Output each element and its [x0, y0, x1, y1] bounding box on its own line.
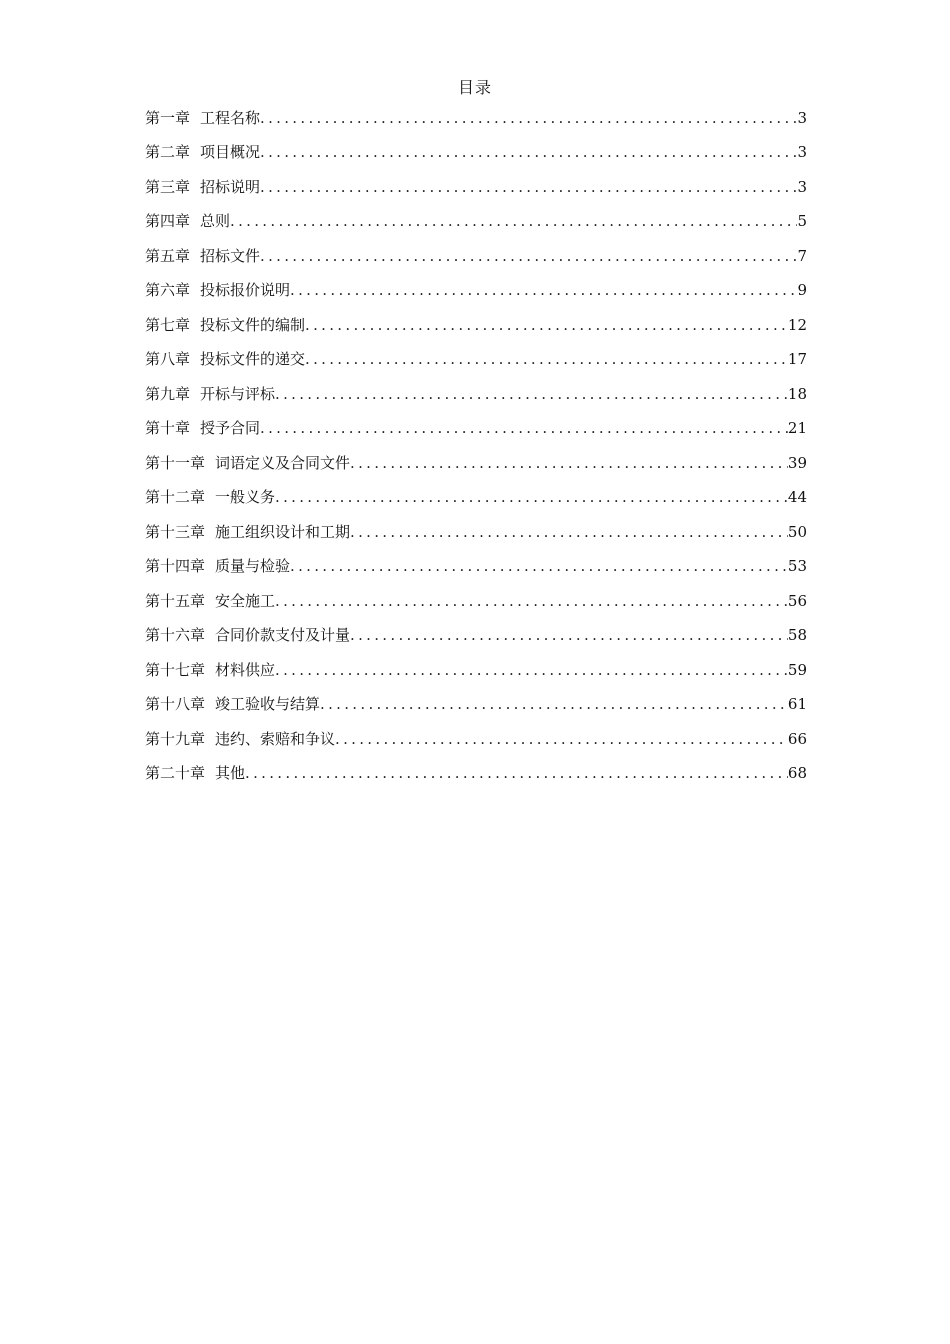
- toc-dot-leader: [305, 315, 788, 340]
- toc-entry-label: 招标说明: [200, 177, 261, 196]
- toc-page-number: 68: [787, 764, 807, 782]
- toc-entry[interactable]: [145, 650, 807, 685]
- toc-entry-label: 招标文件: [200, 246, 261, 265]
- toc-page-number: 44: [787, 488, 807, 506]
- toc-dot-leader: [260, 418, 788, 443]
- toc-page-number: 9: [797, 281, 807, 299]
- toc-page-number: 12: [787, 315, 807, 334]
- toc-dot-leader: [275, 487, 788, 512]
- toc-page-number: 53: [787, 557, 807, 575]
- toc-entry-label: 投标文件的递交: [200, 350, 306, 368]
- toc-entry-label: 项目概况: [200, 143, 261, 161]
- toc-dot-leader: [275, 591, 788, 616]
- toc-dot-leader: [260, 177, 797, 202]
- toc-page-number: 3: [797, 108, 807, 127]
- toc-page-number: 21: [787, 419, 807, 437]
- toc-page-number: 3: [797, 143, 807, 161]
- toc-chapter-number: 第二十章: [145, 764, 206, 782]
- toc-page-number: 50: [787, 522, 807, 541]
- toc-entry[interactable]: [145, 547, 807, 582]
- toc-entry-label: 开标与评标: [200, 384, 276, 403]
- toc-page-number: 17: [787, 350, 807, 368]
- toc-page-number: 61: [787, 695, 807, 713]
- toc-dot-leader: [290, 556, 788, 581]
- toc-dot-leader: [335, 729, 788, 754]
- toc-entry[interactable]: [145, 409, 807, 444]
- toc-entry-label: 施工组织设计和工期: [215, 522, 351, 541]
- toc-page-number: 7: [797, 246, 807, 265]
- toc-entry-label: 总则: [200, 212, 231, 230]
- toc-page-number: 56: [787, 591, 807, 610]
- toc-page-number: 66: [787, 729, 807, 748]
- toc-entry[interactable]: [145, 754, 807, 789]
- toc-dot-leader: [320, 694, 788, 719]
- toc-dot-leader: [260, 108, 797, 133]
- toc-chapter-number: 第六章: [145, 281, 191, 299]
- toc-chapter-number: 第十三章: [145, 522, 206, 541]
- toc-dot-leader: [260, 246, 797, 271]
- toc-chapter-number: 第四章: [145, 212, 191, 230]
- toc-dot-leader: [230, 211, 797, 236]
- toc-page-number: 58: [787, 626, 807, 644]
- toc-entry-label: 一般义务: [215, 488, 276, 506]
- toc-entry[interactable]: [145, 133, 807, 168]
- toc-chapter-number: 第八章: [145, 350, 191, 368]
- toc-chapter-number: 第十二章: [145, 488, 206, 506]
- toc-entry-label: 竣工验收与结算: [215, 695, 321, 713]
- toc-chapter-number: 第十八章: [145, 695, 206, 713]
- toc-entry-label: 投标报价说明: [200, 281, 291, 299]
- toc-chapter-number: 第十九章: [145, 729, 206, 748]
- toc-chapter-number: 第十七章: [145, 660, 206, 679]
- toc-entry-label: 违约、索赔和争议: [215, 729, 336, 748]
- toc-chapter-number: 第十五章: [145, 591, 206, 610]
- toc-entry[interactable]: [145, 685, 807, 720]
- toc-chapter-number: 第十一章: [145, 453, 206, 472]
- toc-page-number: 5: [797, 212, 807, 230]
- toc-entry[interactable]: [145, 340, 807, 375]
- toc-dot-leader: [350, 453, 788, 478]
- toc-chapter-number: 第七章: [145, 315, 191, 334]
- toc-entry[interactable]: [145, 271, 807, 306]
- toc-chapter-number: 第五章: [145, 246, 191, 265]
- toc-entry-label: 其他: [215, 764, 246, 782]
- toc-entry[interactable]: [145, 98, 807, 133]
- toc-dot-leader: [305, 349, 788, 374]
- toc-chapter-number: 第一章: [145, 108, 191, 127]
- toc-entry[interactable]: [145, 202, 807, 237]
- toc-page-number: 39: [787, 453, 807, 472]
- toc-entry-label: 工程名称: [200, 108, 261, 127]
- toc-entry-label: 安全施工: [215, 591, 276, 610]
- toc-dot-leader: [350, 522, 788, 547]
- toc-entry-label: 投标文件的编制: [200, 315, 306, 334]
- toc-dot-leader: [350, 625, 788, 650]
- toc-dot-leader: [245, 763, 788, 788]
- toc-entry-label: 词语定义及合同文件: [215, 453, 351, 472]
- toc-entry-label: 合同价款支付及计量: [215, 626, 351, 644]
- toc-page-number: 3: [797, 177, 807, 196]
- toc-entry[interactable]: [145, 616, 807, 651]
- toc-entry[interactable]: [145, 236, 807, 271]
- toc-dot-leader: [275, 660, 788, 685]
- toc-title: 目录: [457, 78, 492, 97]
- toc-dot-leader: [275, 384, 788, 409]
- toc-dot-leader: [290, 280, 797, 305]
- toc-dot-leader: [260, 142, 797, 167]
- toc-entry-label: 质量与检验: [215, 557, 291, 575]
- toc-entry[interactable]: [145, 443, 807, 478]
- toc-entry[interactable]: [145, 719, 807, 754]
- toc-entry[interactable]: [145, 512, 807, 547]
- table-of-contents: [145, 98, 807, 788]
- toc-chapter-number: 第三章: [145, 177, 191, 196]
- toc-entry[interactable]: [145, 167, 807, 202]
- toc-chapter-number: 第二章: [145, 143, 191, 161]
- toc-entry[interactable]: [145, 581, 807, 616]
- toc-entry-label: 授予合同: [200, 419, 261, 437]
- toc-page-number: 18: [787, 384, 807, 403]
- toc-page-number: 59: [787, 660, 807, 679]
- toc-entry[interactable]: [145, 478, 807, 513]
- toc-chapter-number: 第十六章: [145, 626, 206, 644]
- toc-entry[interactable]: [145, 374, 807, 409]
- toc-chapter-number: 第九章: [145, 384, 191, 403]
- toc-chapter-number: 第十四章: [145, 557, 206, 575]
- toc-entry[interactable]: [145, 305, 807, 340]
- toc-entry-label: 材料供应: [215, 660, 276, 679]
- toc-chapter-number: 第十章: [145, 419, 191, 437]
